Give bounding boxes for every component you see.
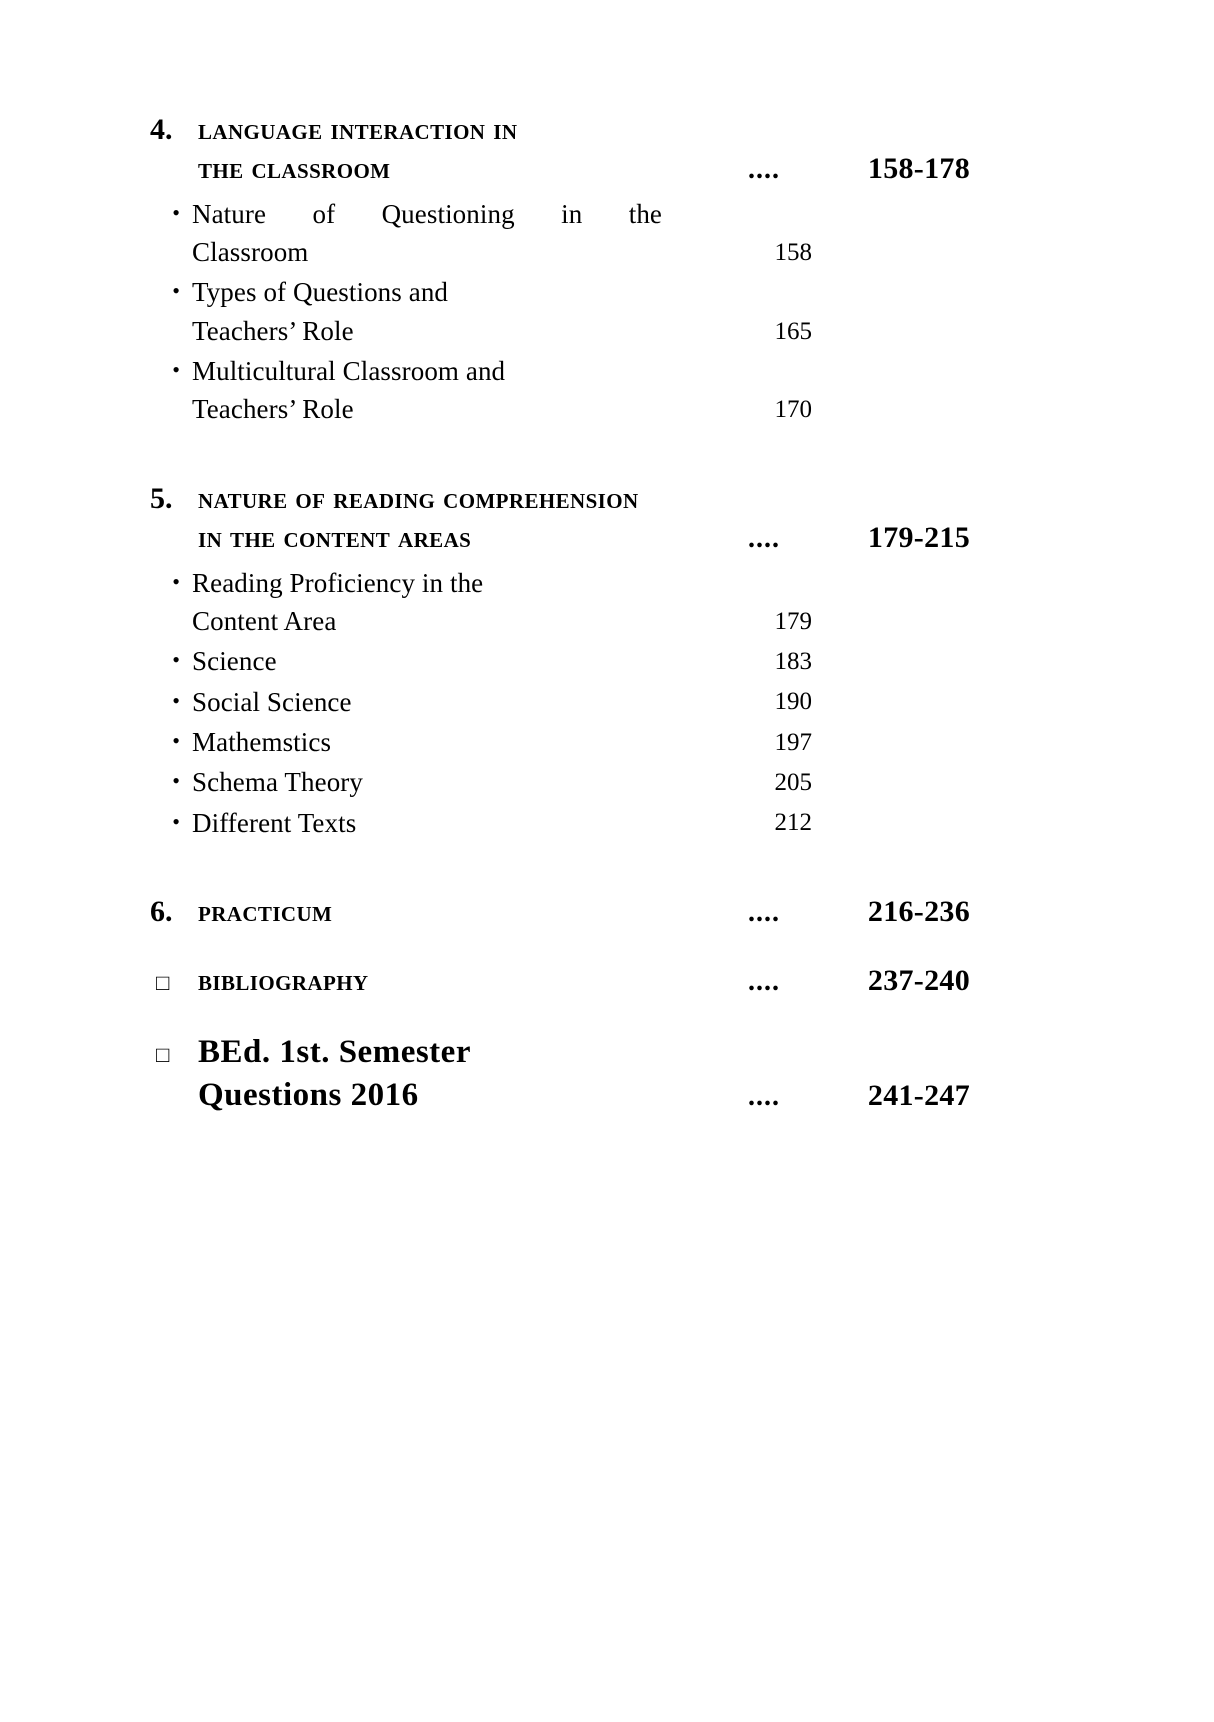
chapter-title: practicum	[198, 894, 333, 928]
leader-dots: ....	[748, 896, 780, 928]
subitem-list	[150, 564, 970, 842]
subitem-page: 190	[774, 688, 812, 716]
leader-dots: ....	[748, 966, 780, 998]
subitem-page: 158	[774, 238, 812, 266]
bullet-icon: •	[172, 808, 180, 834]
bullet-icon: •	[172, 768, 180, 794]
subitem-line: Nature of Questioning in the	[192, 198, 662, 229]
subitem-page: 197	[774, 728, 812, 756]
subitem-line: Teachers’ Role	[192, 394, 354, 425]
subitem-label	[192, 683, 662, 721]
chapter-title-line-1	[150, 961, 970, 1000]
list-item[interactable]	[150, 723, 970, 761]
bullet-icon: •	[172, 727, 180, 753]
subitem-page: 179	[774, 607, 812, 635]
chapter-title-line-1	[150, 479, 970, 518]
subitem-label	[192, 273, 662, 350]
square-marker-icon: □	[156, 970, 170, 996]
section-gap	[150, 935, 970, 961]
toc-entry-chapter-6[interactable]	[150, 892, 970, 931]
page-range: 216-236	[867, 894, 970, 928]
list-item[interactable]	[150, 564, 970, 641]
subitem-label	[192, 763, 662, 801]
chapter-title-line-1	[150, 110, 970, 149]
page-range: 179-215	[867, 521, 970, 555]
section-gap	[150, 433, 970, 479]
toc-entry-bibliography[interactable]	[150, 961, 970, 1000]
subitem-label	[192, 804, 662, 842]
subitem-line: Multicultural Classroom and	[192, 356, 506, 387]
chapter-title-cont: Questions 2016	[198, 1076, 419, 1113]
subitem-line: Science	[192, 646, 277, 677]
list-item[interactable]	[150, 683, 970, 721]
subitem-page: 170	[774, 396, 812, 424]
chapter-title: bibliography	[198, 964, 369, 998]
subitem-page: 183	[774, 648, 812, 676]
bullet-icon: •	[172, 278, 180, 304]
subitem-line: Different Texts	[192, 807, 357, 838]
chapter-title-line-2	[150, 149, 970, 188]
chapter-title-cont: the classroom	[198, 152, 391, 186]
subitem-line: Classroom	[192, 237, 309, 268]
subitem-line: Mathemstics	[192, 726, 332, 757]
subitem-label	[192, 195, 662, 272]
subitem-label	[192, 723, 662, 761]
square-marker-icon: □	[156, 1041, 170, 1067]
subitem-line: Reading Proficiency in the	[192, 567, 484, 598]
bullet-icon: •	[172, 647, 180, 673]
chapter-number: 5.	[150, 481, 173, 515]
subitem-page: 205	[774, 769, 812, 796]
section-gap	[150, 846, 970, 892]
toc-entry-bed-questions[interactable]	[150, 1031, 970, 1117]
list-item[interactable]	[150, 642, 970, 680]
bullet-icon: •	[172, 357, 180, 383]
subitem-page: 212	[774, 809, 812, 837]
subitem-label	[192, 642, 662, 680]
chapter-title-line-1	[150, 892, 970, 931]
subitem-list	[150, 195, 970, 429]
chapter-number: 4.	[150, 113, 173, 146]
subitem-label	[192, 352, 662, 429]
list-item[interactable]	[150, 804, 970, 842]
leader-dots: ....	[748, 1080, 780, 1112]
page-range: 237-240	[867, 964, 970, 998]
subitem-label	[192, 564, 662, 641]
chapter-title-line-2	[150, 1074, 970, 1117]
chapter-title: language interaction in	[198, 113, 518, 146]
bullet-icon: •	[172, 687, 180, 713]
chapter-title: BEd. 1st. Semester	[198, 1033, 471, 1070]
page-range: 241-247	[867, 1078, 970, 1112]
list-item[interactable]	[150, 763, 970, 801]
subitem-page: 165	[774, 317, 812, 345]
subitem-line: Types of Questions and	[192, 277, 449, 308]
toc-entry-chapter-4[interactable]	[150, 110, 970, 429]
chapter-title-line-1	[150, 1031, 970, 1074]
list-item[interactable]	[150, 273, 970, 350]
subitem-line: Social Science	[192, 686, 352, 717]
leader-dots: ....	[748, 523, 780, 555]
chapter-title: nature of reading comprehension	[198, 481, 639, 515]
leader-dots: ....	[748, 154, 780, 186]
chapter-title-line-2	[150, 518, 970, 557]
section-gap	[150, 1005, 970, 1031]
list-item[interactable]	[150, 195, 970, 272]
bullet-icon: •	[172, 199, 180, 225]
subitem-line: Schema Theory	[192, 767, 363, 798]
toc-list	[150, 110, 970, 1120]
subitem-line: Content Area	[192, 605, 337, 636]
page-range: 158-178	[867, 152, 970, 186]
toc-entry-chapter-5[interactable]	[150, 479, 970, 842]
chapter-title-cont: in the content areas	[198, 521, 472, 555]
bullet-icon: •	[172, 568, 180, 594]
subitem-line: Teachers’ Role	[192, 315, 354, 346]
list-item[interactable]	[150, 352, 970, 429]
chapter-number: 6.	[150, 894, 173, 928]
